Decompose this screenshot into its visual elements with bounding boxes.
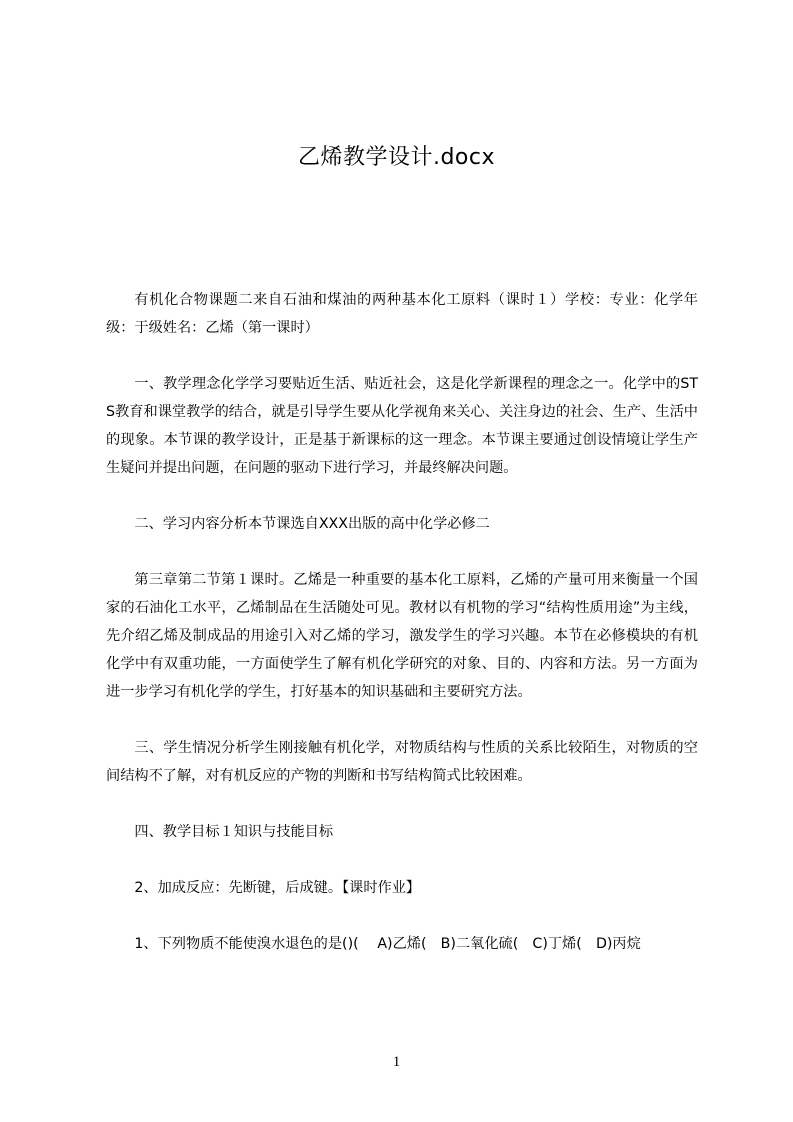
paragraph-course-info: 有机化合物课题二来自石油和煤油的两种基本化工原料（课时１）学校：专业：化学年级：于级姓名：乙烯（第一课时）	[106, 292, 698, 336]
paragraph-student-analysis: 三、学生情况分析学生刚接触有机化学，对物质结构与性质的关系比较陌生，对物质的空间结构不了解，对有机反应的产物的判断和书写结构简式比较困难。	[106, 740, 698, 784]
page-number: 1	[392, 1054, 401, 1070]
paragraph-exercise-question: 1、下列物质不能使溴水退色的是()( A)乙烯( B)二氧化硫( C)丁烯( D)丙烷	[134, 936, 641, 952]
paragraph-addition-reaction: 2、加成反应：先断键，后成键。【课时作业】	[134, 880, 421, 896]
paragraph-chapter-details: 第三章第二节第１课时。乙烯是一种重要的基本化工原料，乙烯的产量可用来衡量一个国家的石油化工水平，乙烯制品在生活随处可见。教材以有机物的学习“结构性质用途”为主线，先介绍乙烯及制成品的用途引入对乙烯的学习，激发学生的学习兴趣。本节在必修模块的有机化学中有双重功能，一方面使学生了解有机化学研究的对象、目的、内容和方法。另一方面为进一步学习有机化学的学生，打好基本的知识基础和主要研究方法。	[106, 572, 698, 700]
paragraph-teaching-goals: 四、教学目标１知识与技能目标	[134, 824, 334, 840]
document-body	[106, 286, 698, 958]
document-title: 乙烯教学设计.docx	[297, 145, 496, 170]
paragraph-teaching-philosophy: 一、教学理念化学学习要贴近生活、贴近社会，这是化学新课程的理念之一。化学中的STS教育和课堂教学的结合，就是引导学生要从化学视角来关心、关注身边的社会、生产、生活中的现象。本节课的教学设计，正是基于新课标的这一理念。本节课主要通过创设情境让学生产生疑问并提出问题，在问题的驱动下进行学习，并最终解决问题。	[106, 376, 698, 476]
paragraph-content-analysis: 二、学习内容分析本节课选自XXX出版的高中化学必修二	[134, 516, 490, 532]
